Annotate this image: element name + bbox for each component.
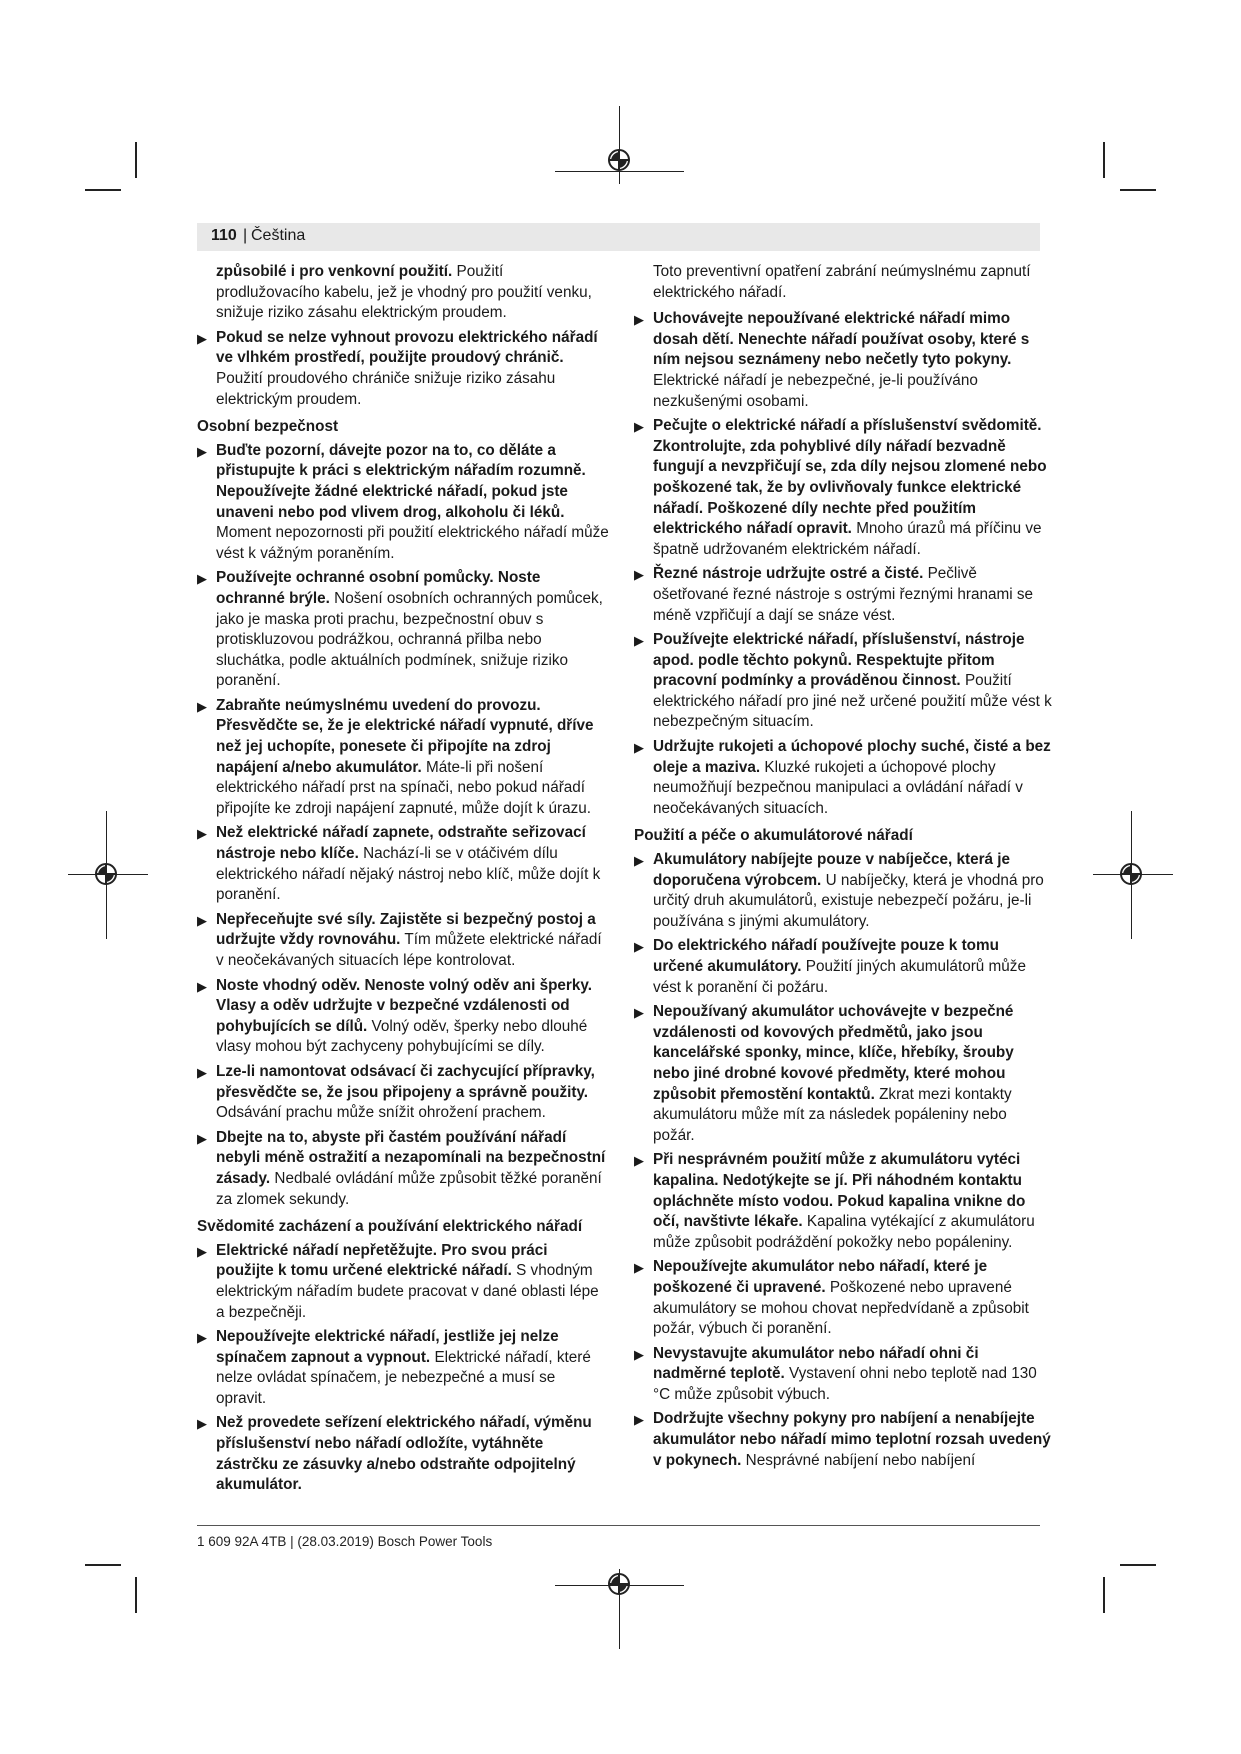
list-item [634,1150,1052,1253]
section-heading: Osobní bezpečnost [197,418,339,436]
item-text: Elektrické nářadí je nebezpečné, je-li používáno nezkušenými osobami. [653,371,978,410]
item-text: Použití elektrického nářadí pro jiné než určené použití může vést k nebezpečným situacím. [653,672,1052,731]
bullet-arrow-icon: ▶ [634,1005,644,1021]
bullet-arrow-icon: ▶ [634,1412,644,1428]
list-item [634,936,1052,998]
list-item [634,1257,1052,1339]
item-text: U nabíječky, která je vhodná pro určitý druh akumulátorů, existuje nebezpečí požáru, je-li používána s jinými akumulátory. [653,871,1044,930]
list-item [197,976,609,1058]
bullet-arrow-icon: ▶ [197,826,207,842]
list-item [197,823,609,905]
list-item [197,1062,609,1124]
item-bold: Pokud se nelze vyhnout provozu elektrického nářadí ve vlhkém prostředí, použijte proudový chránič. [216,328,598,367]
crop-mark [1103,1577,1105,1613]
bullet-arrow-icon: ▶ [197,1416,207,1432]
footer-text: 1 609 92A 4TB | (28.03.2019) Bosch Power Tools [197,1534,493,1549]
bullet-arrow-icon: ▶ [197,1064,207,1080]
bullet-arrow-icon: ▶ [197,443,207,459]
list-item [197,328,609,410]
item-text: Pečlivě ošetřované řezné nástroje s ostrými řeznými hranami se méně vzpřičují a dají se snáze vést. [653,565,1034,624]
list-item [634,1409,1052,1471]
item-bold: Dodržujte všechny pokyny pro nabíjení a nenabíjejte akumulátor nebo nářadí mimo teplotní rozsah uvedený v pokynech. [653,1410,1051,1469]
bullet-arrow-icon: ▶ [197,698,207,714]
header-language: Čeština [251,227,306,244]
item-bold: Buďte pozorní, dávejte pozor na to, co děláte a přistupujte k práci s elektrickým nářadím rozumně. Nepoužívejte žádné elektrické nářadí, pokud jste unaveni nebo pod vlivem drog, alkoholu či léků. [216,441,586,521]
bullet-arrow-icon: ▶ [634,312,644,328]
list-item [197,1413,609,1495]
registration-target-icon [1120,863,1142,885]
item-bold: způsobilé i pro venkovní použití. [216,263,453,280]
bullet-arrow-icon: ▶ [197,1130,207,1146]
list-item [197,1327,609,1409]
list-item-continuation: Toto preventivní opatření zabrání neúmyslnému zapnutí elektrického nářadí. [653,263,1031,301]
item-text: Odsávání prachu může snížit ohrožení prachem. [216,1104,546,1122]
crop-mark [135,1577,137,1613]
bullet-arrow-icon: ▶ [634,633,644,649]
item-text: Elektrické nářadí, které nelze ovládat spínačem, je nebezpečné a musí se opravit. [216,1348,591,1407]
bullet-arrow-icon: ▶ [197,1243,207,1259]
item-text: Volný oděv, šperky nebo dlouhé vlasy mohou být zachyceny pohybujícími se díly. [216,1017,588,1056]
item-bold: Používejte ochranné osobní pomůcky. Noste ochranné brýle. [216,569,541,607]
item-text: Zkrat mezi kontakty akumulátoru může mít za následek popáleniny nebo požár. [653,1085,1012,1144]
list-item [197,910,609,972]
section-heading: Svědomité zacházení a používání elektrického nářadí [197,1218,583,1236]
list-item [634,416,1052,560]
item-text: Použití proudového chrániče snižuje riziko zásahu elektrickým proudem. [216,369,556,408]
crop-mark [1120,1564,1156,1566]
list-item [634,630,1052,733]
left-column [197,262,609,1500]
list-item [634,1344,1052,1406]
item-bold: Pečujte o elektrické nářadí a příslušenství svědomitě. Zkontrolujte, zda pohyblivé díly nářadí bezvadně fungují a nevzpřičují se, zda díly nejsou zlomené nebo poškozené tak, že by ovlivňovaly funkce elektrické nářadí. Poškozené díly nechte před použitím elektrického nářadí opravit. [653,417,1047,538]
item-bold: Nepřeceňujte své síly. Zajistěte si bezpečný postoj a udržujte vždy rovnováhu. [216,910,596,949]
list-item [634,1002,1052,1146]
bullet-arrow-icon: ▶ [197,1330,207,1346]
bullet-arrow-icon: ▶ [197,912,207,928]
item-bold: Dbejte na to, abyste při častém používání nářadí nebyli méně ostražití a nezapomínali na bezpečnostní zásady. [216,1128,606,1187]
item-bold: Do elektrického nářadí používejte pouze k tomu určené akumulátory. [653,937,999,975]
item-bold: Zabraňte neúmyslnému uvedení do provozu. Přesvědčte se, že je elektrické nářadí vypnuté, dříve než jej uchopíte, ponesete či připojíte na zdroj napájení a/nebo akumulátor. [216,696,594,776]
header-separator: | [243,227,248,244]
item-bold: Lze-li namontovat odsávací či zachycující přípravky, přesvědčte se, že jsou připojeny a správně použity. [216,1062,595,1101]
bullet-arrow-icon: ▶ [197,571,207,587]
item-text: Použití jiných akumulátorů může vést k poranění či požáru. [653,958,1026,996]
page-header [197,223,1040,251]
item-bold: Nepoužívaný akumulátor uchovávejte v bezpečné vzdálenosti od kovových předmětů, jako jsou kancelářské sponky, mince, klíče, hřebíky, šrouby nebo jiné drobné kovové předměty, které mohou způsobit přemostění kontaktů. [653,1003,1014,1103]
crop-mark [85,1564,121,1566]
item-text: Vystavení ohni nebo teplotě nad 130 °C může způsobit výbuch. [653,1365,1037,1403]
item-bold: Nepoužívejte elektrické nářadí, jestliže jej nelze spínačem zapnout a vypnout. [216,1328,559,1366]
item-bold: Uchovávejte nepoužívané elektrické nářadí mimo dosah dětí. Nenechte nářadí používat osoby, které s ním nejsou seznámeny nebo nečetly tyto pokyny. [653,310,1030,369]
item-bold: Akumulátory nabíjejte pouze v nabíječce, která je doporučena výrobcem. [653,851,1011,889]
crop-mark [85,189,121,191]
item-bold: Používejte elektrické nářadí, příslušenství, nástroje apod. podle těchto pokynů. Respektujte přitom pracovní podmínky a prováděnou činnost. [653,631,1025,690]
bullet-arrow-icon: ▶ [197,978,207,994]
item-bold: Elektrické nářadí nepřetěžujte. Pro svou práci použijte k tomu určené elektrické nářadí. [216,1241,548,1280]
bullet-arrow-icon: ▶ [634,939,644,955]
item-text: Kluzké rukojeti a úchopové plochy neumožňují bezpečnou manipulaci a ovládání nářadí v neočekávaných situacích. [653,758,1023,817]
list-item [197,262,609,324]
bullet-arrow-icon: ▶ [634,1346,644,1362]
list-item [197,568,609,692]
item-text: Tím můžete elektrické nářadí v neočekávaných situacích lépe kontrolovat. [216,931,602,969]
right-column [634,262,1052,1475]
crop-mark [1103,142,1105,178]
item-text: Použití prodlužovacího kabelu, jež je vhodný pro použití venku, snižuje riziko zásahu elektrickým proudem. [216,263,592,322]
list-item [634,309,1052,412]
item-text: Nesprávné nabíjení nebo nabíjení [745,1451,976,1469]
list-item [197,696,609,820]
bullet-arrow-icon: ▶ [634,740,644,756]
item-text: Poškozené nebo upravené akumulátory se mohou chovat nepředvídaně a způsobit požár, výbuch či poranění. [653,1278,1029,1338]
item-text: Nošení osobních ochranných pomůcek, jako je maska proti prachu, bezpečnostní obuv s protiskluzovou podrážkou, ochranná přilba nebo sluchátka, podle aktuálních podmínek, snižuje riziko poranění. [216,589,603,690]
bullet-arrow-icon: ▶ [634,1260,644,1276]
list-item [197,441,609,565]
crop-mark [135,142,137,178]
item-text: S vhodným elektrickým nářadím budete pracovat v dané oblasti lépe a bezpečněji. [216,1262,599,1321]
item-text: Moment nepozornosti při použití elektrického nářadí může vést k vážným poraněním. [216,524,609,562]
list-item [197,1241,609,1323]
bullet-arrow-icon: ▶ [634,853,644,869]
list-item [634,737,1052,819]
item-bold: Noste vhodný oděv. Nenoste volný oděv ani šperky. Vlasy a oděv udržujte v bezpečné vzdálenosti od pohybujících se dílů. [216,976,593,1035]
item-bold: Nepoužívejte akumulátor nebo nářadí, které je poškozené či upravené. [653,1258,988,1296]
page-number: 110 [211,227,237,244]
item-bold: Řezné nástroje udržujte ostré a čisté. [653,565,924,583]
item-bold: Udržujte rukojeti a úchopové plochy suché, čisté a bez oleje a maziva. [653,738,1051,776]
footer-rule [197,1525,1040,1526]
registration-target-icon [608,149,630,171]
registration-target-icon [608,1573,630,1595]
item-bold: Než elektrické nářadí zapnete, odstraňte seřizovací nástroje nebo klíče. [216,824,586,863]
bullet-arrow-icon: ▶ [634,567,644,583]
item-bold: Nevystavujte akumulátor nebo nářadí ohni či nadměrné teplotě. [653,1344,979,1383]
item-text: Mnoho úrazů má příčinu ve špatně udržovaném elektrickém nářadí. [653,520,1042,558]
registration-target-icon [95,863,117,885]
list-item [634,564,1052,626]
bullet-arrow-icon: ▶ [634,1153,644,1169]
item-text: Kapalina vytékající z akumulátoru může způsobit podráždění pokožky nebo popáleniny. [653,1213,1035,1251]
registration-line [619,106,620,184]
list-item [634,850,1052,932]
registration-line [555,171,684,172]
item-text: Máte-li při nošení elektrického nářadí prst na spínači, nebo pokud nářadí připojíte ke zdroji napájení zapnuté, může dojít k úrazu. [216,758,591,817]
crop-mark [1120,189,1156,191]
item-text: Nedbalé ovládání může způsobit těžké poranění za zlomek sekundy. [216,1169,602,1208]
bullet-arrow-icon: ▶ [634,419,644,435]
bullet-arrow-icon: ▶ [197,330,207,346]
item-bold: Než provedete seřízení elektrického nářadí, výměnu příslušenství nebo nářadí odložíte, vytáhněte zástrčku ze zásuvky a/nebo odstraňte odpojitelný akumulátor. [216,1414,592,1494]
item-bold: Při nesprávném použití může z akumulátoru vytéci kapalina. Nedotýkejte se jí. Při náhodném kontaktu opláchněte místo vodou. Pokud kapalina vnikne do očí, navštivte lékaře. [653,1151,1026,1231]
section-heading: Použití a péče o akumulátorové nářadí [634,827,913,845]
item-text: Nachází-li se v otáčivém dílu elektrického nářadí nějaký nástroj nebo klíč, může dojít k poranění. [216,845,601,904]
list-item [197,1128,609,1210]
